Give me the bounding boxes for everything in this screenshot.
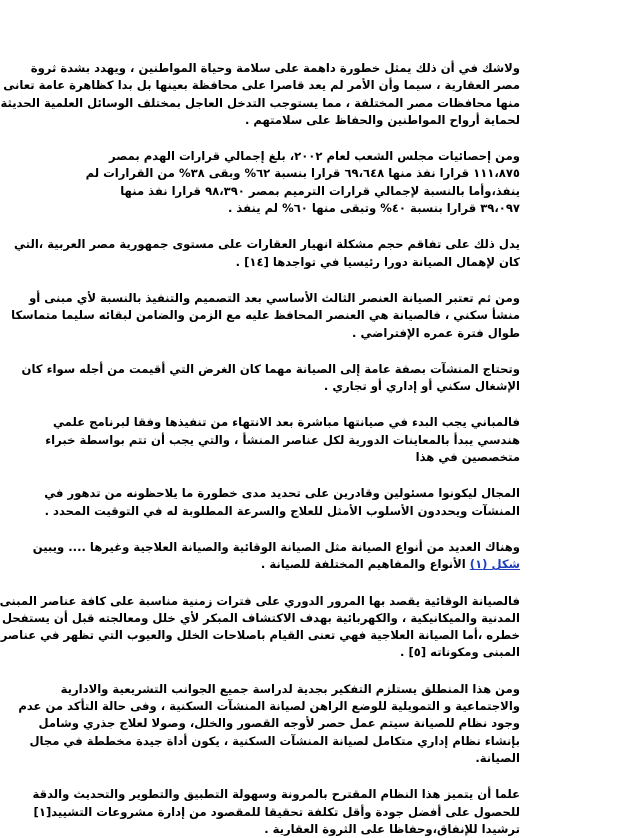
paragraph-proposed-system (18, 681, 520, 767)
paragraph-danger-overview (0, 60, 520, 129)
text-line: ومن هذا المنطلق يستلزم التفكير بجدية لدراسة جميع الجوانب التشريعية والادارية (60, 681, 520, 696)
text-line: طوال فترة عمره الإفتراضي . (352, 325, 520, 340)
paragraph-system-features (32, 786, 520, 838)
text-line: المبنى ومكوناته [٥] . (400, 645, 520, 660)
text-line: منها محافظات مصر المختلفة ، مما يستوجب التدخل العاجل بمختلف الوسائل العلمية الحديثة (0, 95, 520, 110)
text-line: بإنشاء نظام إداري متكامل لصيانة المنشآت السكنية ، يكون أداة جيدة مخططة في مجال (29, 733, 520, 748)
text-line: خطره ،أما الصيانة العلاجية فهي تعنى القيام باصلاحات الخلل والعيوب التي تظهر في عناصر (0, 628, 520, 643)
text-line: المنشآت ويحددون الأسلوب الأمثل للعلاج والسرعة المطلوبة له في التوقيت المحدد . (44, 503, 520, 518)
text-line: ١١١،٨٧٥ قرارا نفذ منها ٦٩،٦٤٨ قرارا بنسبة ٦٢% وبقى ٣٨% من القرارات لم (85, 166, 520, 181)
text-line: علما أن يتميز هذا النظام المقترح بالمرونة وسهولة التطبيق والتطوير والتحديث والدقة (32, 787, 520, 802)
text-fragment: الأنواع والمفاهيم المختلفة للصيانة . (260, 557, 470, 572)
text-line: ينفذ،وأما بالنسبة لإجمالي قرارات الترميم بمصر ٩٨،٣٩٠ قرارا نفذ منها (120, 183, 520, 198)
text-line: ومن ثم تعتبر الصيانة العنصر الثالث الأساسي بعد التصميم والتنفيذ بالنسبة لأي مبنى أو (29, 290, 520, 305)
text-line: كان لإهمال الصيانة دورا رئيسيا في تواجدها [١٤] . (235, 254, 520, 269)
figure-1-link[interactable]: شكل (١) (469, 557, 520, 572)
paragraph-experts (44, 485, 520, 520)
text-line: الإشغال سكني أو إداري أو تجاري . (323, 379, 520, 394)
text-line-with-link (116, 556, 520, 573)
text-line: للحصول على أفضل جودة وأقل تكلفة تحقيقا للمقصود من إدارة مشروعات التشييد[١] (33, 804, 520, 819)
text-line: وجود نظام للصيانة سيتم عمل حصر لأوجه القصور والخلل، وصولا لعلاج جذري وشامل (38, 716, 520, 731)
text-line: فالصيانة الوقائية يقصد بها المرور الدوري على فترات زمنية مناسبة على كافة عناصر المبنى (0, 593, 520, 608)
paragraph-inspection (45, 414, 520, 466)
text-line: المجال ليكونوا مسئولين وقادرين على تحديد مدى خطورة ما يلاحظونه من تدهور في (44, 486, 520, 501)
paragraph-preventive-corrective (0, 593, 520, 662)
paragraph-building-types (21, 361, 520, 396)
text-line: لحماية أرواح المواطنين والحفاظ على سلامتهم . (244, 112, 520, 127)
paragraph-maintenance-kinds (32, 539, 520, 574)
text-line: مصر العقارية ، سيما وأن الأمر لم يعد قاصرا على محافظة بعينها بل بدا كظاهرة عامة تعانى (3, 78, 520, 93)
text-line: فالمباني يجب البدء في صيانتها مباشرة بعد الانتهاء من تنفيذها وفقا لبرنامج علمي (52, 415, 520, 430)
text-line: وتحتاج المنشآت بصفة عامة إلى الصيانة مهما كان الغرض التي أقيمت من أجله سواء كان (21, 361, 520, 376)
text-line: ولاشك في أن ذلك يمثل خطورة داهمة على سلامة وحياة المواطنين ، ويهدد بشدة ثروة (30, 61, 520, 75)
text-line: منشأ سكني ، فالصيانة هي العنصر المحافظ عليه مع الزمن والضامن لبقائه سليما متماسكا (11, 308, 520, 323)
text-line: وهناك العديد من أنواع الصيانة مثل الصيانة الوقائية والصيانة العلاجية وغيرها .... ويبين (32, 539, 520, 554)
text-line: والاجتماعية و التمويلية للوضع الراهن لصيانة المنشآت السكنية ، وفى حالة التأكد من عدم (18, 699, 520, 714)
text-line: متخصصين في هذا (415, 450, 520, 465)
paragraph-collapse-problem (14, 236, 520, 271)
text-line: الصيانة. (475, 750, 520, 765)
text-line: هندسي يبدأ بالمعاينات الدورية لكل عناصر المنشأ ، والتي يجب أن تتم بواسطة خبراء (45, 432, 520, 447)
text-line: ترشيدا للإنفاق،وحفاظا على الثروة العقارية . (264, 821, 520, 836)
text-line: ٣٩،٠٩٧ قرارا بنسبة ٤٠% وتبقى منها ٦٠% لم ينفذ . (227, 201, 520, 216)
text-line: يدل ذلك على تفاقم حجم مشكلة انهيار العقارات على مستوى جمهورية مصر العربية ،التي (14, 237, 520, 252)
paragraph-statistics (85, 148, 520, 217)
text-line: ومن إحصائيات مجلس الشعب لعام ٢٠٠٢، بلغ إجمالي قرارات الهدم بمصر (108, 149, 520, 164)
paragraph-maintenance-element (11, 290, 520, 342)
text-line: المدنية والميكانيكية ، والكهربائية بهدف الاكتشاف المبكر لأي خلل ومعالجته قبل أن يستفحل (1, 610, 520, 625)
